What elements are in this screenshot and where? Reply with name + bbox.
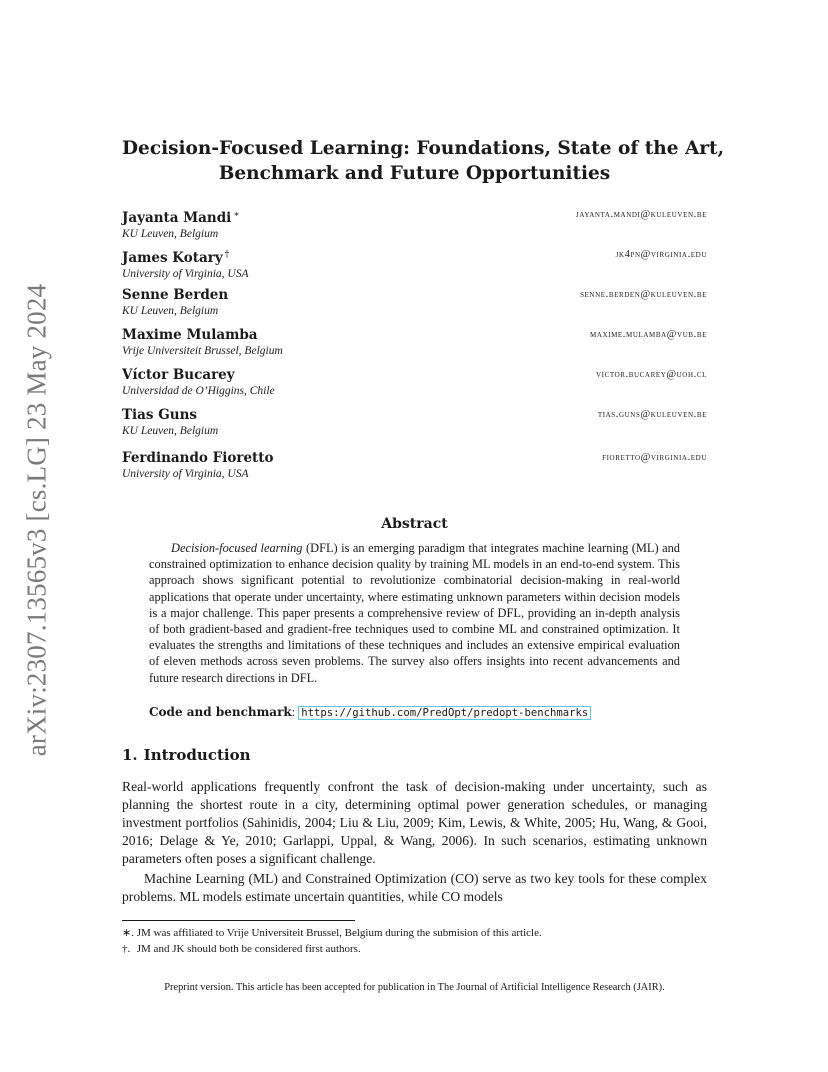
footnote-mark: †. xyxy=(122,943,131,955)
section-heading xyxy=(122,746,251,764)
code-benchmark-link[interactable]: https://github.com/PredOpt/predopt-benchmarks xyxy=(298,706,591,720)
author-email: maxime.mulamba@vub.be xyxy=(590,329,707,340)
author-affiliation: KU Leuven, Belgium xyxy=(122,305,219,317)
author-affiliation: KU Leuven, Belgium xyxy=(122,228,219,240)
footnote xyxy=(122,942,707,956)
paper-title xyxy=(122,136,725,186)
section-title: Introduction xyxy=(143,746,251,764)
arxiv-identifier-stamp: arXiv:2307.13565v3 [cs.LG] 23 May 2024 xyxy=(21,283,52,757)
author-name: Jayanta Mandi ∗ xyxy=(122,210,240,226)
title-line-1: Decision-Focused Learning: Foundations, State of the Art, xyxy=(122,138,725,159)
footnote xyxy=(122,926,707,940)
author-email: jayanta.mandi@kuleuven.be xyxy=(576,209,707,220)
footnote-text: JM was affiliated to Vrije Universiteit Brussel, Belgium during the submision of this article. xyxy=(136,927,542,939)
footnote-rule xyxy=(122,920,355,921)
author-name: Maxime Mulamba xyxy=(122,327,258,343)
author-name: Tias Guns xyxy=(122,407,197,423)
author-block xyxy=(122,407,707,439)
author-email: jk4pn@virginia.edu xyxy=(615,249,707,260)
author-affiliation: University of Virginia, USA xyxy=(122,468,249,480)
section-number: 1. xyxy=(122,746,138,764)
abstract-heading: Abstract xyxy=(381,516,448,532)
author-email: tias.guns@kuleuven.be xyxy=(597,409,707,420)
title-line-2: Benchmark and Future Opportunities xyxy=(218,163,611,184)
author-name: Ferdinando Fioretto xyxy=(122,450,274,466)
author-email: senne.berden@kuleuven.be xyxy=(580,289,707,300)
author-email: victor.bucarey@uoh.cl xyxy=(595,369,707,380)
intro-paragraph-2: Machine Learning (ML) and Constrained Optimization (CO) serve as two key tools for these complex problems. ML models estimate uncertain quantities, while CO models xyxy=(122,871,707,904)
abstract-term: Decision-focused learning xyxy=(171,541,303,555)
author-name: Senne Berden xyxy=(122,287,229,303)
abstract-body-text: (DFL) is an emerging paradigm that integrates machine learning (ML) and constrained optimization to enhance decision quality by training ML models in an end-to-end system. This approach shows significant potential to revolutionize combinatorial decision-making in real-world applications that operate under uncertainty, where estimating unknown parameters within decision models is a major challenge. This paper presents a comprehensive review of DFL, providing an in-depth analysis of both gradient-based and gradient-free techniques used to combine ML and constrained optimization. It evaluates the strengths and limitations of these techniques and includes an extensive empirical evaluation of eleven methods across seven problems. The survey also offers insights into recent advancements and future research directions in DFL. xyxy=(149,541,680,685)
footnote-mark: ∗. xyxy=(122,927,134,939)
footnote-text: JM and JK should both be considered first authors. xyxy=(136,943,361,955)
author-mark: † xyxy=(224,250,230,260)
code-benchmark-line: Code and benchmark: https://github.com/PredOpt/predopt-benchmarks xyxy=(149,704,680,721)
author-block xyxy=(122,450,707,482)
author-email: fioretto@virginia.edu xyxy=(602,452,707,463)
author-block xyxy=(122,367,707,399)
author-block xyxy=(122,327,707,359)
author-name: Víctor Bucarey xyxy=(122,367,235,383)
author-block xyxy=(122,207,707,242)
author-block xyxy=(122,247,707,282)
author-affiliation: KU Leuven, Belgium xyxy=(122,425,219,437)
abstract-text xyxy=(149,540,680,686)
intro-paragraph-1: Real-world applications frequently confront the task of decision-making under uncertainty, such as planning the shortest route in a city, determining optimal power generation schedules, or managing investment portfolios (Sahinidis, 2004; Liu & Liu, 2009; Kim, Lewis, & White, 2005; Hu, Wang, & Gooi, 2016; Delage & Ye, 2010; Garlappi, Uppal, & Wang, 2006). In such scenarios, estimating unknown parameters often poses a significant challenge. xyxy=(122,779,707,866)
author-name: James Kotary † xyxy=(122,250,230,266)
preprint-note: Preprint version. This article has been accepted for publication in The Journal of Artificial Intelligence Research (JAIR). xyxy=(164,982,665,993)
author-affiliation: Universidad de O’Higgins, Chile xyxy=(122,385,275,397)
code-benchmark-label: Code and benchmark xyxy=(149,705,292,719)
author-mark: ∗ xyxy=(233,210,240,220)
author-block xyxy=(122,287,707,319)
author-affiliation: University of Virginia, USA xyxy=(122,268,249,280)
author-affiliation: Vrije Universiteit Brussel, Belgium xyxy=(122,345,283,357)
